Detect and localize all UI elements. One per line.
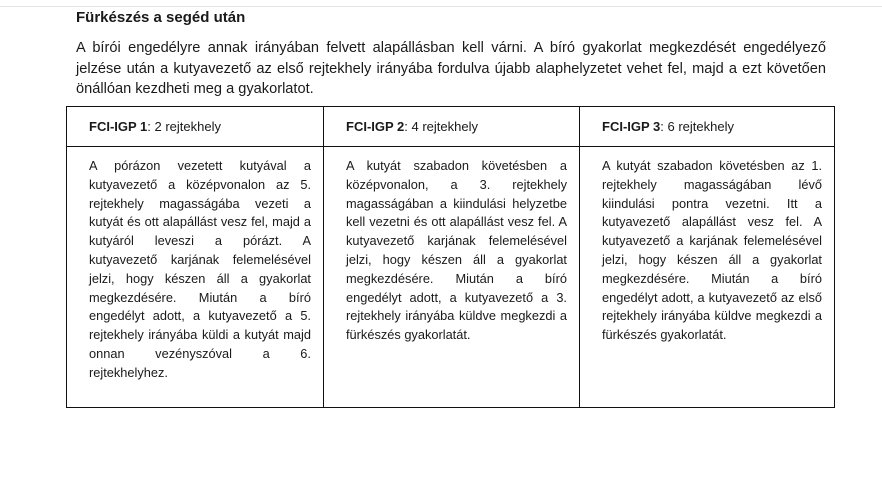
section-title: Fürkészés a segéd után: [76, 9, 246, 26]
cell-igp-2-text: A kutyát szabadon követésben a középvonalon, a 3. rejtekhely magasságában a kiindulási helyzetbe kell vezetni és ott alapállást vesz fel. A kutyavezető karjának felemelésével jelzi, hogy készen áll a gyakorlat megkezdésére. Miután a bíró engedélyt adott, a kutyavezető a 3. rejtekhely irányába küldve megkezdi a fürkészés gyakorlatát.: [324, 147, 580, 408]
header-igp-3: FCI-IGP 3: 6 rejtekhely: [580, 107, 835, 147]
header-hides: 4 rejtekhely: [411, 119, 478, 134]
igp-levels-table: [66, 106, 835, 408]
cell-igp-3-text: A kutyát szabadon követésben az 1. rejtekhely magasságában lévő kiindulási pontra vezetni. Itt a kutyavezető alapállást vesz fel. A kutyavezető a karjának felemelésével jelzi, hogy készen áll a gyakorlat megkezdésére. Miután a bíró engedélyt adott, a kutyavezető az első rejtekhely irányába küldve megkezdi a fürkészés gyakorlatát.: [580, 147, 835, 408]
intro-paragraph: A bírói engedélyre annak irányában felvett alapállásban kell várni. A bíró gyakorlat megkezdését engedélyező jelzése után a kutyavezető az első rejtekhely irányába fordulva újabb alaphelyzetet vehet fel, majd a ezt követően önállóan kezdheti meg a gyakorlatot.: [76, 40, 826, 97]
header-igp-2: FCI-IGP 2: 4 rejtekhely: [324, 107, 580, 147]
header-level: FCI-IGP 1: [89, 119, 148, 134]
header-hides: 2 rejtekhely: [154, 119, 221, 134]
header-level: FCI-IGP 3: [602, 119, 661, 134]
header-hides: 6 rejtekhely: [667, 119, 734, 134]
table-header-row: [67, 107, 835, 147]
cell-igp-1-text: A pórázon vezetett kutyával a kutyavezető a középvonalon az 5. rejtekhely magasságába vezeti a kutyát és ott alapállást vesz fel, majd a kutyáról leveszi a pórázt. A kutyavezető karjának felemelésével jelzi, hogy készen áll a gyakorlat megkezdésére. Miután a bíró engedélyt adott, a kutyavezető a 5. rejtekhely irányába küldi a kutyát majd onnan vezényszóval a 6. rejtekhelyhez.: [67, 147, 324, 408]
page-top-rule: [0, 6, 882, 7]
table-row: [67, 147, 835, 408]
header-level: FCI-IGP 2: [346, 119, 405, 134]
header-igp-1: FCI-IGP 1: 2 rejtekhely: [67, 107, 324, 147]
